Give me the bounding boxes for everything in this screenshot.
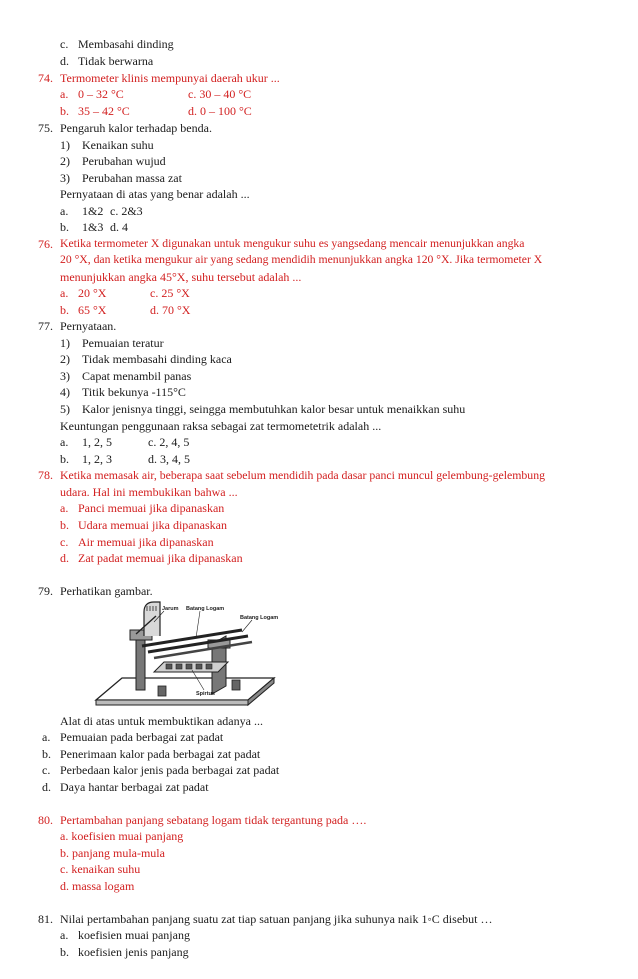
- q78-option-a-text: Panci memuai jika dipanaskan: [78, 501, 225, 515]
- q80-number: 80.: [38, 813, 53, 827]
- q77-item-3-text: Capat menambil panas: [82, 369, 192, 383]
- q76-number: 76.: [38, 237, 53, 251]
- q75-question: Pengaruh kalor terhadap benda.: [60, 121, 212, 135]
- q78-option-c-text: Air memuai jika dipanaskan: [78, 535, 214, 549]
- q77-number: 77.: [38, 319, 53, 333]
- expansion-apparatus-figure: [92, 600, 278, 712]
- q77-prompt: Keuntungan penggunaan raksa sebagai zat termometetrik adalah ...: [60, 419, 382, 433]
- q77-item-4-text: Titik bekunya -115°C: [82, 385, 186, 399]
- q79-option-c-letter: c.: [42, 763, 51, 777]
- q74-option-a-text: 0 – 32 °C: [78, 87, 124, 101]
- q77-item-5-text: Kalor jenisnya tinggi, seingga membutuhkan kalor besar untuk menaikkan suhu: [82, 402, 466, 416]
- q77-item-4-number: 4): [60, 385, 70, 399]
- figure-label-spirtus: Spirtus: [196, 691, 215, 697]
- q78-option-d-letter: d.: [60, 551, 69, 565]
- q77-option-d: d. 3, 4, 5: [148, 452, 190, 466]
- q75-item-3-number: 3): [60, 171, 70, 185]
- q79-option-d-text: Daya hantar berbagai zat padat: [60, 780, 209, 794]
- q79-prompt: Alat di atas untuk membuktikan adanya ...: [60, 714, 263, 728]
- q80-option-d: d. massa logam: [60, 879, 135, 893]
- q79-option-b-letter: b.: [42, 747, 51, 761]
- q78-option-b-letter: b.: [60, 518, 69, 532]
- q79-question: Perhatikan gambar.: [60, 584, 153, 598]
- q75-item-2-text: Perubahan wujud: [82, 154, 166, 168]
- q77-question: Pernyataan.: [60, 319, 117, 333]
- q80-option-b: b. panjang mula-mula: [60, 846, 165, 860]
- q76-option-a-text: 20 °X: [78, 286, 107, 300]
- q79-option-b-text: Penerimaan kalor pada berbagai zat padat: [60, 747, 261, 761]
- q74-number: 74.: [38, 71, 53, 85]
- q77-item-3-number: 3): [60, 369, 70, 383]
- figure-base-board: [96, 678, 274, 700]
- q78-number: 78.: [38, 468, 53, 482]
- figure-base-edge: [96, 700, 248, 705]
- q76-option-d: d. 70 °X: [150, 303, 191, 317]
- q74-question: Termometer klinis mempunyai daerah ukur ...: [60, 71, 280, 85]
- figure-foot-left: [158, 686, 166, 696]
- q75-option-d: d. 4: [110, 220, 128, 234]
- q77-option-a-letter: a.: [60, 435, 69, 449]
- q77-item-5-number: 5): [60, 402, 70, 416]
- q75-option-b-letter: b.: [60, 220, 69, 234]
- q75-item-2-number: 2): [60, 154, 70, 168]
- q77-option-b-text: 1, 2, 3: [82, 452, 112, 466]
- q77-option-c: c. 2, 4, 5: [148, 435, 190, 449]
- q73-option-d-text: Tidak berwarna: [78, 54, 154, 68]
- q75-number: 75.: [38, 121, 53, 135]
- q78-question-line-1: Ketika memasak air, beberapa saat sebelum mendidih pada dasar panci muncul gelembung-gelembung: [60, 468, 545, 482]
- q80-question: Pertambahan panjang sebatang logam tidak tergantung pada ….: [60, 813, 367, 827]
- q81-question: Nilai pertambahan panjang suatu zat tiap satuan panjang jika suhunya naik 1◦C disebut …: [60, 912, 493, 926]
- figure-label-batang-logam-1: Batang Logam: [186, 606, 225, 612]
- q78-option-d-text: Zat padat memuai jika dipanaskan: [78, 551, 243, 565]
- q79-option-a-letter: a.: [42, 730, 51, 744]
- q79-number: 79.: [38, 584, 53, 598]
- q76-option-b-letter: b.: [60, 303, 69, 317]
- q77-option-a-text: 1, 2, 5: [82, 435, 112, 449]
- q78-option-c-letter: c.: [60, 535, 69, 549]
- q81-option-b-text: koefisien jenis panjang: [78, 945, 189, 959]
- q78-option-b-text: Udara memuai jika dipanaskan: [78, 518, 227, 532]
- q75-item-1-text: Kenaikan suhu: [82, 138, 154, 152]
- q77-item-1-number: 1): [60, 336, 70, 350]
- q79-option-c-text: Perbedaan kalor jenis pada berbagai zat padat: [60, 763, 280, 777]
- q74-option-d: d. 0 – 100 °C: [188, 104, 252, 118]
- q76-question-line-1: Ketika termometer X digunakan untuk mengukur suhu es yangsedang mencair menunjukkan angka: [60, 237, 525, 250]
- q75-item-3-text: Perubahan massa zat: [82, 171, 182, 185]
- figure-label-jarum: Jarum: [162, 606, 179, 612]
- q76-option-c: c. 25 °X: [150, 286, 190, 300]
- q76-option-b-text: 65 °X: [78, 303, 107, 317]
- q81-option-a-letter: a.: [60, 928, 69, 942]
- q76-question-line-2: 20 °X, dan ketika mengukur air yang sedang mendidih menunjukkan angka 120 °X. Jika termometer X: [60, 253, 543, 266]
- q75-option-a-text: 1&2: [82, 204, 104, 218]
- q74-option-c: c. 30 – 40 °C: [188, 87, 252, 101]
- q77-item-1-text: Pemuaian teratur: [82, 336, 164, 350]
- q74-option-a-letter: a.: [60, 87, 69, 101]
- q81-option-a-text: koefisien muai panjang: [78, 928, 190, 942]
- q80-option-a: a. koefisien muai panjang: [60, 829, 184, 843]
- q74-option-b-letter: b.: [60, 104, 69, 118]
- q77-option-b-letter: b.: [60, 452, 69, 466]
- q78-option-a-letter: a.: [60, 501, 69, 515]
- q77-item-2-number: 2): [60, 352, 70, 366]
- q76-question-line-3: menunjukkan angka 45°X, suhu tersebut adalah ...: [60, 270, 302, 284]
- q76-option-a-letter: a.: [60, 286, 69, 300]
- figure-label-batang-logam-2: Batang Logam: [240, 615, 278, 621]
- q74-option-b-text: 35 – 42 °C: [78, 104, 130, 118]
- q75-prompt: Pernyataan di atas yang benar adalah ...: [60, 187, 250, 201]
- q81-option-b-letter: b.: [60, 945, 69, 959]
- q75-option-c: c. 2&3: [110, 204, 143, 218]
- q75-option-b-text: 1&3: [82, 220, 104, 234]
- q73-option-c-text: Membasahi dinding: [78, 37, 174, 51]
- q73-option-c-letter: c.: [60, 37, 69, 51]
- figure-foot-right: [232, 680, 240, 690]
- q79-option-a-text: Pemuaian pada berbagai zat padat: [60, 730, 224, 744]
- q80-option-c: c. kenaikan suhu: [60, 862, 141, 876]
- q77-item-2-text: Tidak membasahi dinding kaca: [82, 352, 232, 366]
- q73-option-d-letter: d.: [60, 54, 69, 68]
- q75-item-1-number: 1): [60, 138, 70, 152]
- q81-number: 81.: [38, 912, 53, 926]
- q78-question-line-2: udara. Hal ini membukikan bahwa ...: [60, 485, 238, 499]
- q75-option-a-letter: a.: [60, 204, 69, 218]
- q79-option-d-letter: d.: [42, 780, 51, 794]
